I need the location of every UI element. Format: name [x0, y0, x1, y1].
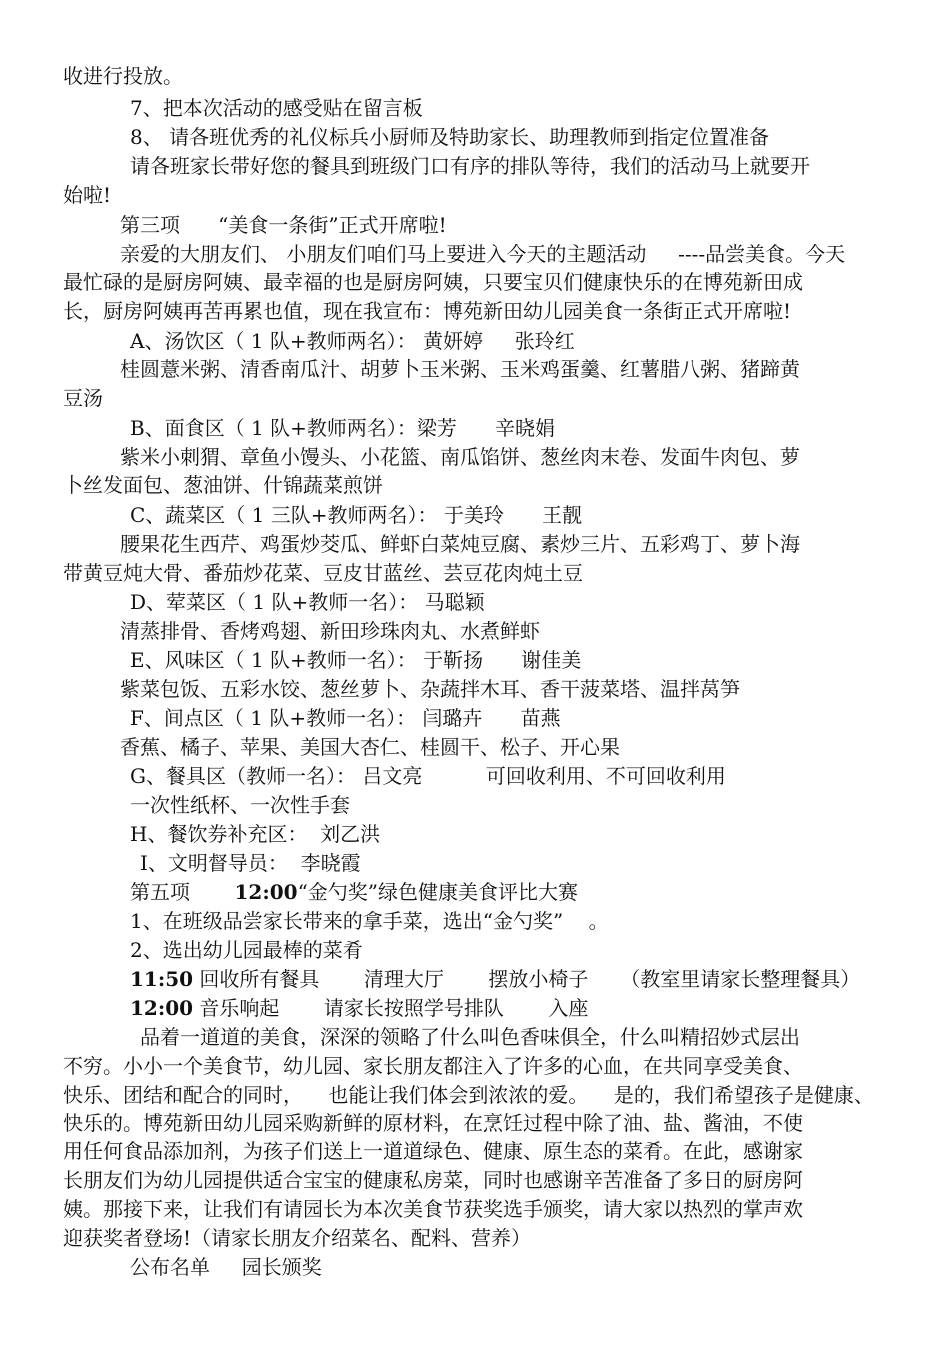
zone-heading: E、风味区（ 1 队+教师一名）： 于靳扬 谢佳美 [130, 648, 582, 672]
text-line: 紫米小刺猬、章鱼小馒头、小花篮、南瓜馅饼、葱丝肉末卷、发面牛肉包、萝 [120, 445, 800, 469]
zone-heading: F、间点区（ 1 队+教师一名）： 闫璐卉 苗燕 [130, 706, 561, 730]
text-line: 姨。那接下来，让我们有请园长为本次美食节获奖选手颁奖，请大家以热烈的掌声欢 [63, 1197, 803, 1221]
text-line: 不穷。小小一个美食节，幼儿园、家长朋友都注入了许多的心血，在共同享受美食、 [63, 1054, 803, 1078]
text-line: 7、把本次活动的感受贴在留言板 [130, 96, 423, 120]
zone-heading: A、汤饮区（ 1 队+教师两名）： 黄妍婷 张玲红 [130, 329, 575, 353]
section-heading: 第五项 12:00“金勺奖”绿色健康美食评比大赛 [130, 880, 579, 904]
schedule-line: 12:00 音乐响起 请家长按照学号排队 入座 [130, 996, 589, 1020]
text-line: 豆汤 [63, 386, 103, 410]
text-line: 迎获奖者登场!（请家长朋友介绍菜名、配料、营养） [63, 1226, 532, 1250]
zone-heading: G、餐具区（教师一名）： 吕文亮 可回收利用、不可回收利用 [130, 764, 726, 788]
text-line: 香蕉、橘子、苹果、美国大杏仁、桂圆干、松子、开心果 [120, 735, 620, 759]
zone-heading: B、面食区（ 1 队+教师两名）：梁芳 辛晓娟 [130, 416, 556, 440]
text-line: 亲爱的大朋友们、 小朋友们咱们马上要进入今天的主题活动 ----品尝美食。今天 [120, 242, 846, 266]
text-line: 快乐、团结和配合的同时， 也能让我们体会到浓浓的爱。 是的，我们希望孩子是健康、 [63, 1083, 874, 1107]
schedule-line: 11:50 回收所有餐具 清理大厅 摆放小椅子 （教室里请家长整理餐具） [130, 967, 861, 991]
text-line: 紫菜包饭、五彩水饺、葱丝萝卜、杂蔬拌木耳、香干菠菜塔、温拌莴笋 [120, 677, 740, 701]
zone-heading: H、餐饮券补充区： 刘乙洪 [130, 822, 381, 846]
text-line: 长，厨房阿姨再苦再累也值，现在我宣布：博苑新田幼儿园美食一条街正式开席啦! [63, 299, 792, 323]
text-line: 品着一道道的美食，深深的领略了什么叫色香味俱全，什么叫精招妙式层出 [140, 1025, 800, 1049]
text-line: 公布名单 园长颁奖 [130, 1255, 322, 1279]
text-line: 桂圆薏米粥、清香南瓜汁、胡萝卜玉米粥、玉米鸡蛋羹、红薯腊八粥、猪蹄黄 [120, 357, 800, 381]
text-line: 带黄豆炖大骨、番茄炒花菜、豆皮甘蓝丝、芸豆花肉炖土豆 [63, 561, 583, 585]
text-line: 一次性纸杯、一次性手套 [130, 793, 350, 817]
text-line: 清蒸排骨、香烤鸡翅、新田珍珠肉丸、水煮鲜虾 [120, 619, 540, 643]
zone-heading: C、蔬菜区（ 1 三队+教师两名）： 于美玲 王靓 [130, 503, 583, 527]
zone-heading: I、文明督导员： 李晓霞 [140, 851, 361, 875]
text-line: 1、在班级品尝家长带来的拿手菜，选出“金勺奖” 。 [130, 909, 609, 933]
text-line: 请各班家长带好您的餐具到班级门口有序的排队等待，我们的活动马上就要开 [130, 154, 810, 178]
text-line: 8、 请各班优秀的礼仪标兵小厨师及特助家长、助理教师到指定位置准备 [130, 125, 770, 149]
text-line: 卜丝发面包、葱油饼、什锦蔬菜煎饼 [63, 473, 383, 497]
text-line: 腰果花生西芹、鸡蛋炒茭瓜、鲜虾白菜炖豆腐、素炒三片、五彩鸡丁、萝卜海 [120, 532, 800, 556]
text-line: 收进行投放。 [63, 64, 183, 88]
text-line: 长朋友们为幼儿园提供适合宝宝的健康私房菜，同时也感谢辛苦准备了多日的厨房阿 [63, 1168, 803, 1192]
text-line: 快乐的。博苑新田幼儿园采购新鲜的原材料，在烹饪过程中除了油、盐、酱油，不使 [63, 1111, 803, 1135]
text-line: 最忙碌的是厨房阿姨、最幸福的也是厨房阿姨，只要宝贝们健康快乐的在博苑新田成 [63, 270, 803, 294]
text-line: 2、选出幼儿园最棒的菜肴 [130, 938, 363, 962]
text-line: 始啦! [63, 183, 112, 207]
text-line: 用任何食品添加剂，为孩子们送上一道道绿色、健康、原生态的菜肴。在此，感谢家 [63, 1139, 803, 1163]
zone-heading: D、荤菜区（ 1 队+教师一名）： 马聪颖 [130, 590, 485, 614]
section-heading: 第三项 “美食一条街”正式开席啦! [120, 213, 447, 237]
